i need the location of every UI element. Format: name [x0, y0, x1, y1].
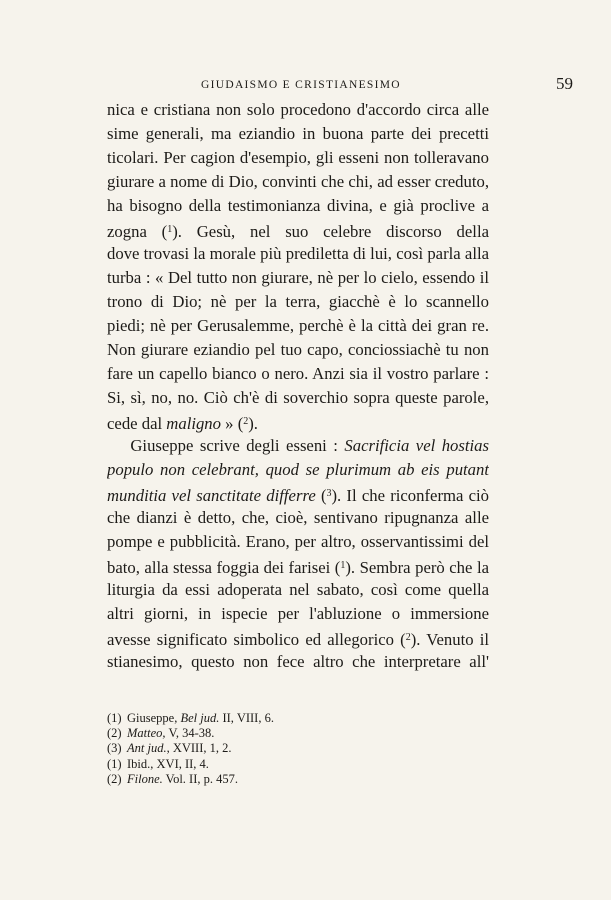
text-segment: » (: [221, 414, 244, 433]
footnote-mark: (2): [107, 726, 122, 741]
text-segment: Sacrificia vel hostias: [344, 436, 489, 455]
text-line: [107, 266, 489, 290]
text-line: [107, 530, 489, 554]
footnote-text: Ibid., XVI, II, 4.: [127, 756, 209, 771]
text-segment: Giuseppe scrive degli esseni :: [130, 436, 345, 455]
text-segment: ). Gesù, nel suo celebre discorso della: [172, 222, 489, 241]
text-segment: liturgia da essi adoperata nel sabato, così come quella: [107, 580, 489, 599]
footnote-mark: (2): [107, 771, 122, 786]
text-line: [107, 122, 489, 146]
text-segment: stianesimo, questo non fece altro che interpretare all': [107, 652, 489, 671]
text-segment: (: [315, 486, 327, 505]
footnote-reference: 3: [326, 488, 332, 499]
text-line: [107, 170, 489, 194]
running-title: GIUDAISMO E CRISTIANESIMO: [201, 79, 401, 91]
text-line: [107, 410, 489, 434]
text-segment: Si, sì, no, no. Ciò ch'è di soverchio sopra queste parole,: [107, 388, 489, 407]
text-segment: nica e cristiana non solo procedono d'accordo circa alle: [107, 100, 489, 119]
body-text: [107, 98, 489, 674]
text-line: [107, 506, 489, 530]
text-line: [107, 482, 489, 506]
text-line: [107, 338, 489, 362]
text-segment: ). Sembra però che la: [345, 558, 489, 577]
text-segment: munditia vel sanctitate differre: [107, 486, 316, 505]
text-line: [107, 650, 489, 674]
text-segment: ).: [248, 414, 258, 433]
footnote-text: II, VIII, 6.: [219, 711, 274, 725]
footnote-reference: 2: [243, 416, 249, 427]
text-segment: che dianzi è detto, che, cioè, sentivano ripugnanza alle: [107, 508, 489, 527]
text-segment: Non giurare eziandio pel tuo capo, conciossiachè tu non: [107, 340, 489, 359]
text-segment: giurare a nome di Dio, convinti che chi, ad esser creduto,: [107, 172, 489, 191]
footnote-text: Ant jud.: [127, 741, 167, 756]
text-line: [107, 242, 489, 266]
text-segment: altri giorni, in ispecie per l'abluzione o immersione: [107, 604, 489, 623]
footnote-mark: (3): [107, 741, 122, 756]
page-number: 59: [556, 74, 573, 93]
text-segment: cede dal: [107, 414, 167, 433]
footnote-text: Vol. II, p. 457.: [162, 771, 239, 786]
footnote: [107, 757, 367, 772]
text-line: [107, 458, 489, 482]
footnote: [107, 711, 367, 726]
text-segment: ticolari. Per cagion d'esempio, gli esseni non tolleravano: [107, 148, 489, 167]
text-line: [107, 626, 489, 650]
text-line: [107, 98, 489, 122]
text-line: [107, 146, 489, 170]
footnote-text: V, 34-38.: [165, 726, 215, 741]
footnote: [107, 726, 367, 741]
footnote-text: Matteo,: [127, 726, 166, 741]
text-line: [107, 290, 489, 314]
text-segment: avesse significato simbolico ed allegorico (: [107, 630, 406, 649]
text-line: [107, 602, 489, 626]
footnote-text: Giuseppe,: [127, 711, 181, 725]
text-line: [107, 554, 489, 578]
text-line: [107, 218, 489, 242]
text-segment: bato, alla stessa foggia dei farisei (: [107, 558, 341, 577]
footnote-mark: (1): [107, 711, 122, 725]
text-line: [107, 194, 489, 218]
text-line: [107, 314, 489, 338]
footnote-reference: 1: [167, 224, 173, 235]
text-line: [107, 362, 489, 386]
text-line: [107, 386, 489, 410]
text-segment: trono di Dio; nè per la terra, giacchè è lo scannello: [107, 292, 489, 311]
text-segment: maligno: [166, 414, 221, 433]
text-segment: populo non celebrant, quod se plurimum ab eis putant: [107, 460, 489, 479]
text-segment: zogna (: [107, 222, 168, 241]
footnotes: [107, 711, 367, 787]
text-segment: piedi; nè per Gerusalemme, perchè è la città dei gran re.: [107, 316, 489, 335]
footnote: [107, 772, 367, 787]
text-segment: dove trovasi la morale più prediletta di lui, così parla alla: [107, 244, 489, 263]
footnote-text: Bel jud.: [180, 711, 220, 725]
text-segment: ha bisogno della testimonianza divina, e già proclive a: [107, 196, 489, 215]
text-segment: sime generali, ma eziandio in buona parte dei precetti: [107, 124, 489, 143]
text-segment: fare un capello bianco o nero. Anzi sia il vostro parlare :: [107, 364, 489, 383]
footnote-text: Filone.: [127, 771, 163, 786]
footnote-text: , XVIII, 1, 2.: [166, 741, 232, 756]
text-line: [107, 434, 489, 458]
footnote: [107, 741, 367, 756]
text-segment: ). Il che riconferma ciò: [331, 486, 489, 505]
text-segment: pompe e pubblicità. Erano, per altro, osservantissimi del: [107, 532, 489, 551]
footnote-reference: 2: [405, 632, 411, 643]
footnote-reference: 1: [340, 560, 346, 571]
text-segment: ). Venuto il: [410, 630, 489, 649]
text-line: [107, 578, 489, 602]
footnote-mark: (1): [107, 756, 122, 771]
text-segment: turba : « Del tutto non giurare, nè per lo cielo, essendo il: [107, 268, 489, 287]
